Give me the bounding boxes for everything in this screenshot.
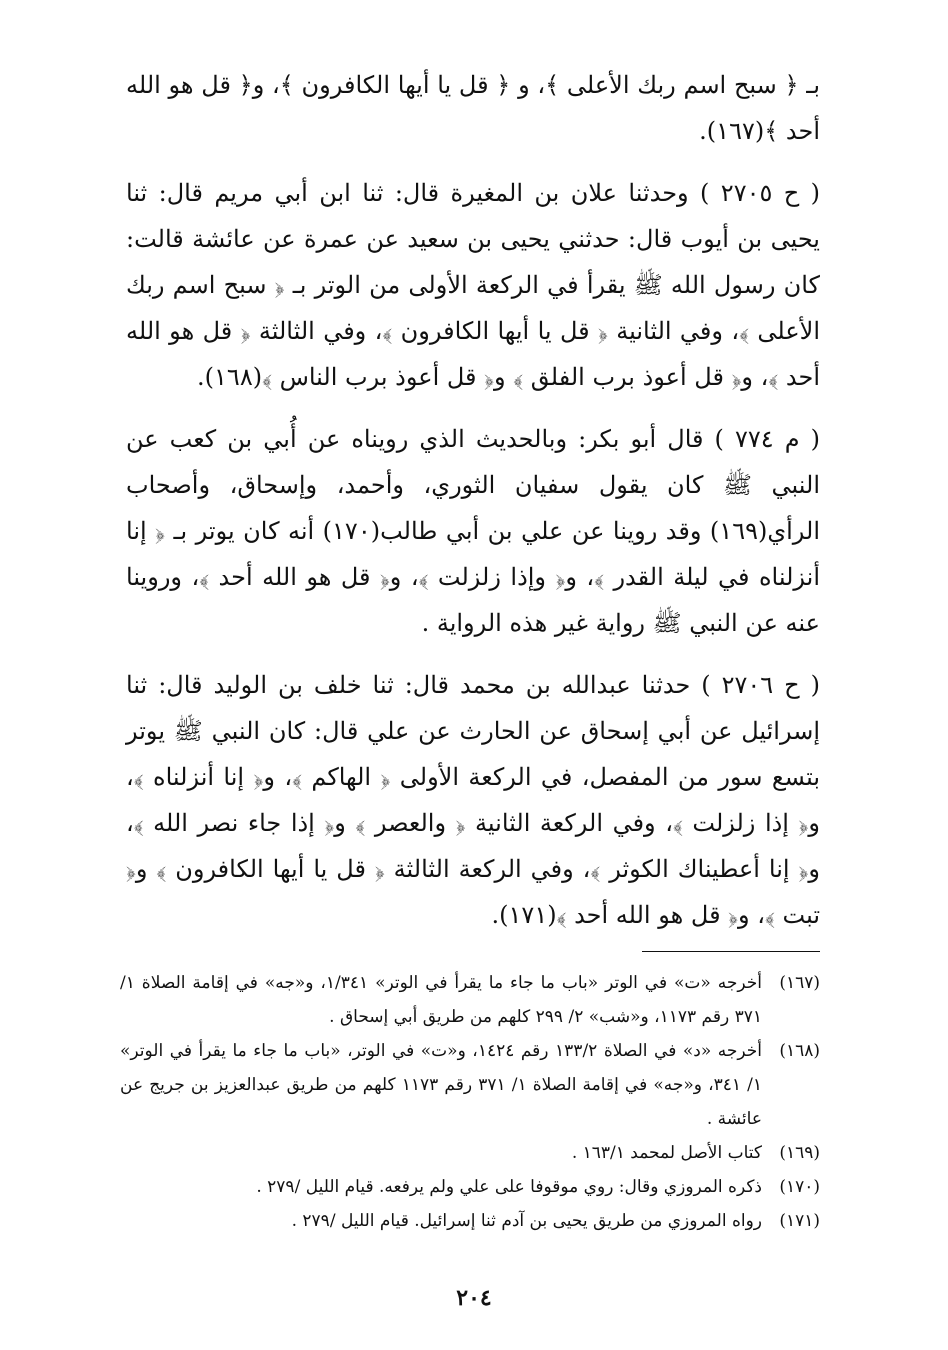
paragraph: بـ ﴿ سبح اسم ربك الأعلى ﴾، و ﴿ قل يا أيها الكافرون ﴾، و﴿ قل هو الله أحد ﴾(١٦٧).: [126, 71, 821, 145]
footnote: [120, 1136, 820, 1170]
footnote: [120, 966, 820, 1034]
footnote-text: رواه المروزي من طريق يحيى بن آدم ثنا إسرائيل. قيام الليل /٢٧٩ .: [291, 1211, 762, 1231]
footnote-number: (١٧١): [779, 1211, 820, 1231]
footnote-number: (١٧٠): [779, 1177, 820, 1197]
footnote-separator: [642, 951, 820, 952]
paragraph: ( ح ٢٧٠٥ ) وحدثنا علان بن المغيرة قال: ثنا ابن أبي مريم قال: ثنا يحيى بن أيوب قال: حدثني يحيى بن سعيد عن عمرة عن عائشة قالت: كان رسول الله ﷺ يقرأ في الركعة الأولى من الوتر بـ ﴿ سبح اسم ربك الأعلى ﴾، وفي الثانية ﴿ قل يا أيها الكافرون ﴾، وفي الثالثة ﴿ قل هو الله أحد ﴾، و﴿ قل أعوذ برب الفلق ﴾ و﴿ قل أعوذ برب الناس ﴾(١٦٨).: [126, 179, 820, 391]
footnote-number: (١٦٨): [779, 1041, 820, 1061]
footnote-text: كتاب الأصل لمحمد ١٦٣/١ .: [571, 1143, 762, 1163]
footnote-number: (١٦٧): [779, 973, 820, 993]
footnotes: [120, 966, 820, 1238]
footnote-text: ذكره المروزي وقال: روي موقوفا على علي ولم يرفعه. قيام الليل /٢٧٩ .: [256, 1177, 762, 1197]
page-number: ٢٠٤: [456, 1285, 492, 1311]
footnote-text: أخرجه «ت» في الوتر «باب ما جاء ما يقرأ في الوتر» ١/٣٤١، و«جه» في إقامة الصلاة ١/ ٣٧١ رقم ١١٧٣، و«شب» ٢/ ٢٩٩ كلهم من طريق أبي إسحاق .: [120, 973, 762, 1027]
main-text: [126, 62, 820, 954]
footnote: [120, 1204, 820, 1238]
footnote: [120, 1170, 820, 1204]
footnote-number: (١٦٩): [779, 1143, 820, 1163]
footnote: [120, 1034, 820, 1136]
paragraph: ( م ٧٧٤ ) قال أبو بكر: وبالحديث الذي رويناه عن أُبي بن كعب عن النبي ﷺ كان يقول سفيان الثوري، وأحمد، وإسحاق، وأصحاب الرأي(١٦٩) وقد روينا عن علي بن أبي طالب(١٧٠) أنه كان يوتر بـ ﴿ إنا أنزلناه في ليلة القدر ﴾، و﴿ وإذا زلزلت ﴾، و﴿ قل هو الله أحد ﴾، وروينا عنه عن النبي ﷺ رواية غير هذه الرواية .: [126, 425, 821, 637]
paragraph: ( ح ٢٧٠٦ ) حدثنا عبدالله بن محمد قال: ثنا خلف بن الوليد قال: ثنا إسرائيل عن أبي إسحاق عن الحارث عن علي قال: كان النبي ﷺ يوتر بتسع سور من المفصل، في الركعة الأولى ﴿ الهاكم ﴾، و﴿ إنا أنزلناه ﴾، و﴿ إذا زلزلت ﴾، وفي الركعة الثانية ﴿ والعصر ﴾ و﴿ إذا جاء نصر الله ﴾، و﴿ إنا أعطيناك الكوثر ﴾، وفي الركعة الثالثة ﴿ قل يا أيها الكافرون ﴾ و﴿ تبت ﴾، و﴿ قل هو الله أحد ﴾(١٧١).: [126, 671, 820, 929]
footnote-text: أخرجه «د» في الصلاة ١٣٣/٢ رقم ١٤٢٤، و«ت» في الوتر، «باب ما جاء ما يقرأ في الوتر» ١/ ٣٤١، و«جه» في إقامة الصلاة ١/ ٣٧١ رقم ١١٧٣ كلهم من طريق عبدالعزيز بن جريج عن عائشة .: [120, 1041, 762, 1129]
